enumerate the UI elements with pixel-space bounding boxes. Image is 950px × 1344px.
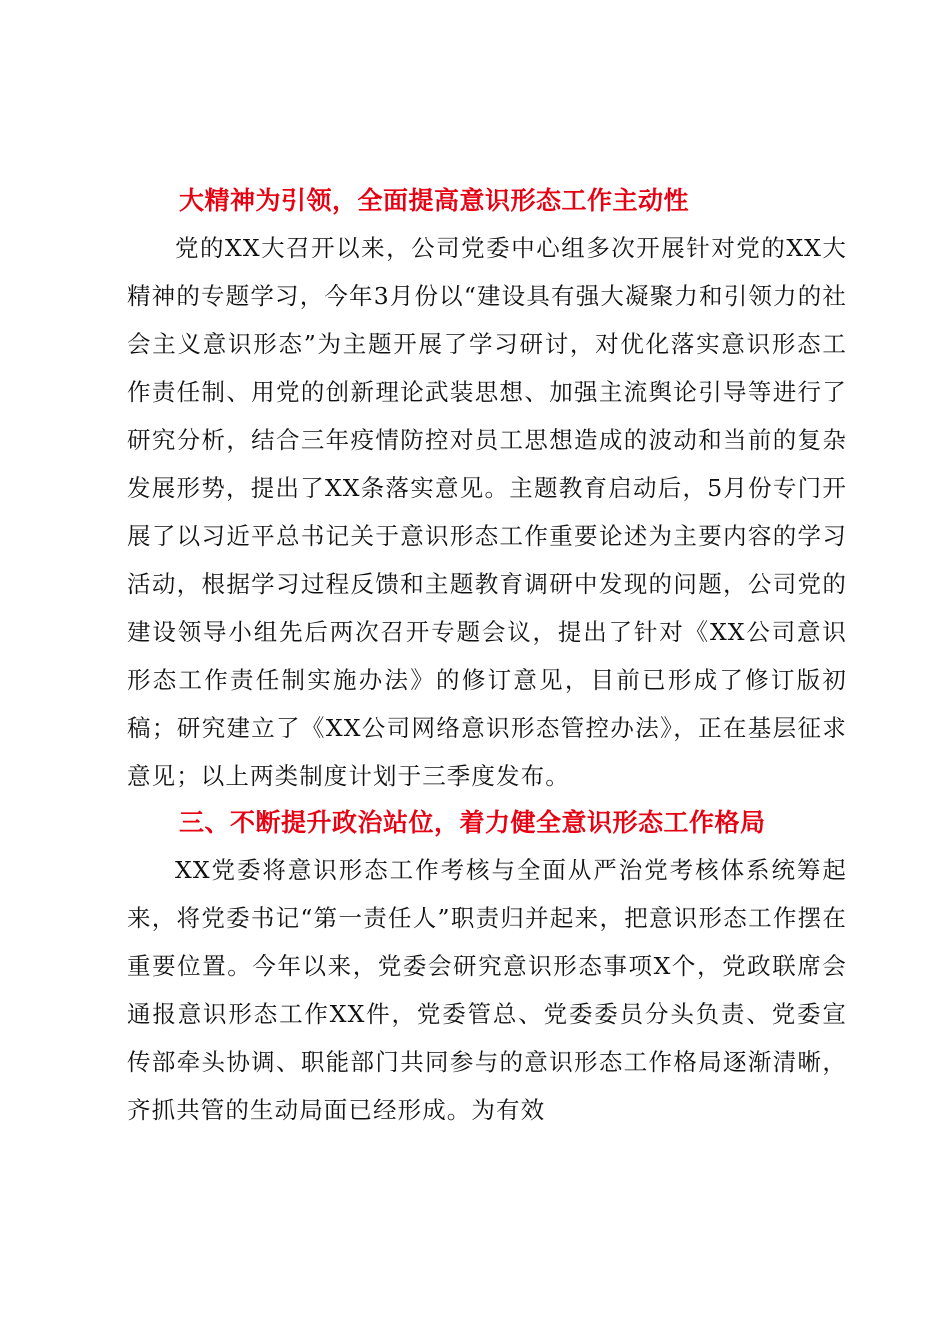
section-paragraph-1: 党的XX大召开以来，公司党委中心组多次开展针对党的XX大精神的专题学习，今年3月份以“建设具有强大凝聚力和引领力的社会主义意识形态”为主题开展了学习研讨，对优化落实意识形态工作责任制、用党的创新理论武装思想、加强主流舆论引导等进行了研究分析，结合三年疫情防控对员工思想造成的波动和当前的复杂发展形势，提出了XX条落实意见。主题教育启动后，5月份专门开展了以习近平总书记关于意识形态工作重要论述为主要内容的学习活动，根据学习过程反馈和主题教育调研中发现的问题，公司党的建设领导小组先后两次召开专题会议，提出了针对《XX公司意识形态工作责任制实施办法》的修订意见，目前已形成了修订版初稿；研究建立了《XX公司网络意识形态管控办法》，正在基层征求意见；以上两类制度计划于三季度发布。 [127,234,847,790]
document-body [127,178,847,1134]
section-paragraph-2: XX党委将意识形态工作考核与全面从严治党考核体系统筹起来，将党委书记“第一责任人”职责归并起来，把意识形态工作摆在重要位置。今年以来，党委会研究意识形态事项X个，党政联席会通报意识形态工作XX件，党委管总、党委委员分头负责、党委宣传部牵头协调、职能部门共同参与的意识形态工作格局逐渐清晰，齐抓共管的生动局面已经形成。为有效 [127,856,847,1124]
section-heading-2: 三、不断提升政治站位，着力健全意识形态工作格局 [179,808,766,837]
section-heading-1: 大精神为引领，全面提高意识形态工作主动性 [179,186,690,215]
